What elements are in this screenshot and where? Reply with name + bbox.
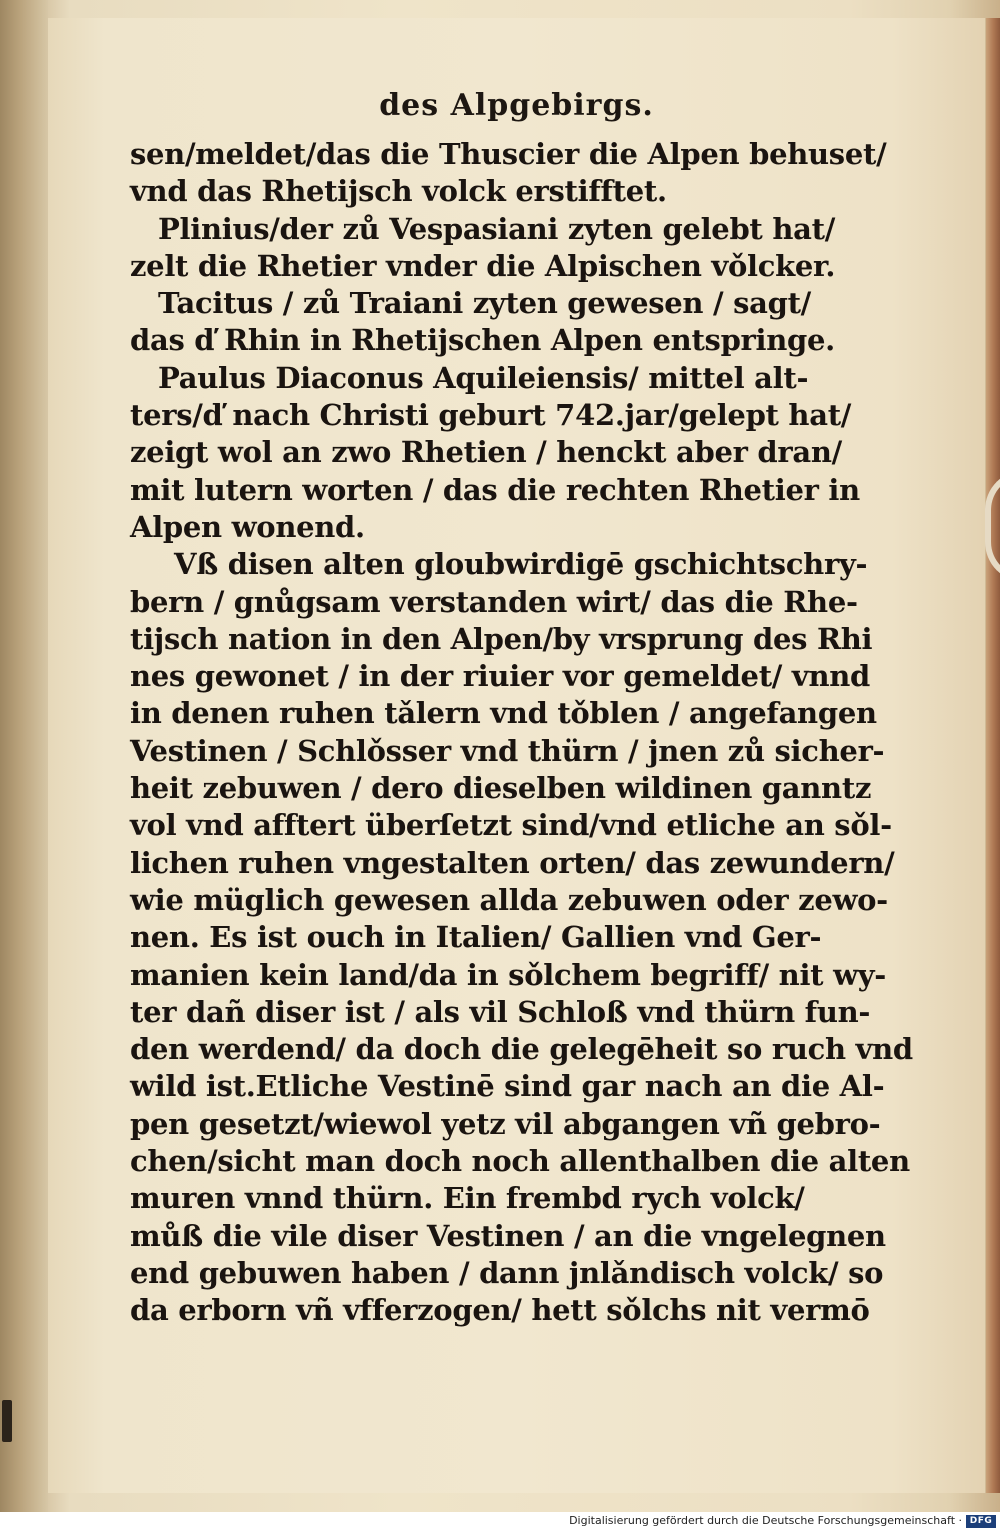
text-line: muren vnnd thürn. Ein frembd rych volck/ [130, 1181, 805, 1216]
dfg-logo-icon: DFG [966, 1515, 996, 1528]
text-line: nen. Es ist ouch in Italien/ Gallien vnd Ger- [130, 920, 822, 955]
book-page [48, 18, 985, 1493]
text-line: da erborn vñ vfferzogen/ hett sǒlchs nit vermō [130, 1293, 870, 1328]
text-line: ter dañ diser ist / als vil Schloß vnd thürn fun- [130, 994, 871, 1029]
text-line: end gebuwen haben / dann jnlǎndisch volck/ so [130, 1255, 884, 1290]
text-line: nes gewonet / in der riuier vor gemeldet/ vnnd [130, 659, 870, 694]
text-line: Alpen wonend. [130, 509, 365, 544]
text-line: Paulus Diaconus Aquileiensis/ mittel alt- [158, 360, 809, 395]
text-line: Vestinen / Schlǒsser vnd thürn / jnen zů sicher- [130, 733, 885, 768]
text-line: das ď Rhin in Rhetijschen Alpen entspringe. [130, 323, 835, 358]
text-line: pen gesetzt/wiewol yetz vil abgangen vñ gebro- [130, 1106, 881, 1141]
text-line: wild ist.Etliche Vestinē sind gar nach an die Al- [130, 1069, 885, 1104]
text-line: ters/ď nach Christi geburt 742.jar/gelept hat/ [130, 398, 852, 433]
text-line: vnd das Rhetijsch volck erstifftet. [130, 174, 667, 209]
footer-bar [0, 1512, 1000, 1532]
running-head: des Alpgebirgs. [379, 88, 654, 123]
page-edge [986, 18, 1000, 1493]
text-block [130, 136, 913, 1330]
text-line: wie müglich gewesen allda zebuwen oder zewo- [130, 882, 888, 917]
book-binding [0, 0, 48, 1512]
text-line: zeigt wol an zwo Rhetien / henckt aber dran/ [130, 435, 842, 470]
text-line: tijsch nation in den Alpen/by vrsprung des Rhi [130, 621, 873, 656]
text-line: den werdend/ da doch die gelegēheit so ruch vnd [130, 1032, 913, 1067]
funding-credit: Digitalisierung gefördert durch die Deutsche Forschungsgemeinschaft · [569, 1514, 962, 1527]
text-line: zelt die Rhetier vnder die Alpischen vǒlcker. [130, 248, 836, 283]
text-line: mit lutern worten / das die rechten Rhetier in [130, 472, 860, 507]
text-line: Vß disen alten gloubwirdigē gschichtschry- [174, 547, 868, 582]
text-line: Plinius/der zů Vespasiani zyten gelebt hat/ [158, 211, 835, 246]
text-line: manien kein land/da in sǒlchem begriff/ nit wy- [130, 957, 887, 992]
text-line: Tacitus / zů Traiani zyten gewesen / sagt/ [158, 286, 811, 321]
text-line: chen/sicht man doch noch allenthalben die alten [130, 1144, 910, 1179]
text-line: in denen ruhen tǎlern vnd tǒblen / angefangen [130, 696, 877, 731]
text-line: vol vnd afftert überſetzt sind/vnd etliche an sǒl- [130, 808, 892, 843]
text-line: lichen ruhen vngestalten orten/ das zewundern/ [130, 845, 895, 880]
binding-mark [2, 1400, 12, 1442]
text-line: heit zebuwen / dero dieselben wildinen ganntz [130, 771, 872, 806]
text-line: bern / gnůgsam verstanden wirt/ das die Rhe- [130, 584, 858, 619]
text-line: sen/meldet/das die Thuscier die Alpen behuset/ [130, 137, 887, 171]
text-line: můß die vile diser Vestinen / an die vngelegnen [130, 1218, 886, 1253]
